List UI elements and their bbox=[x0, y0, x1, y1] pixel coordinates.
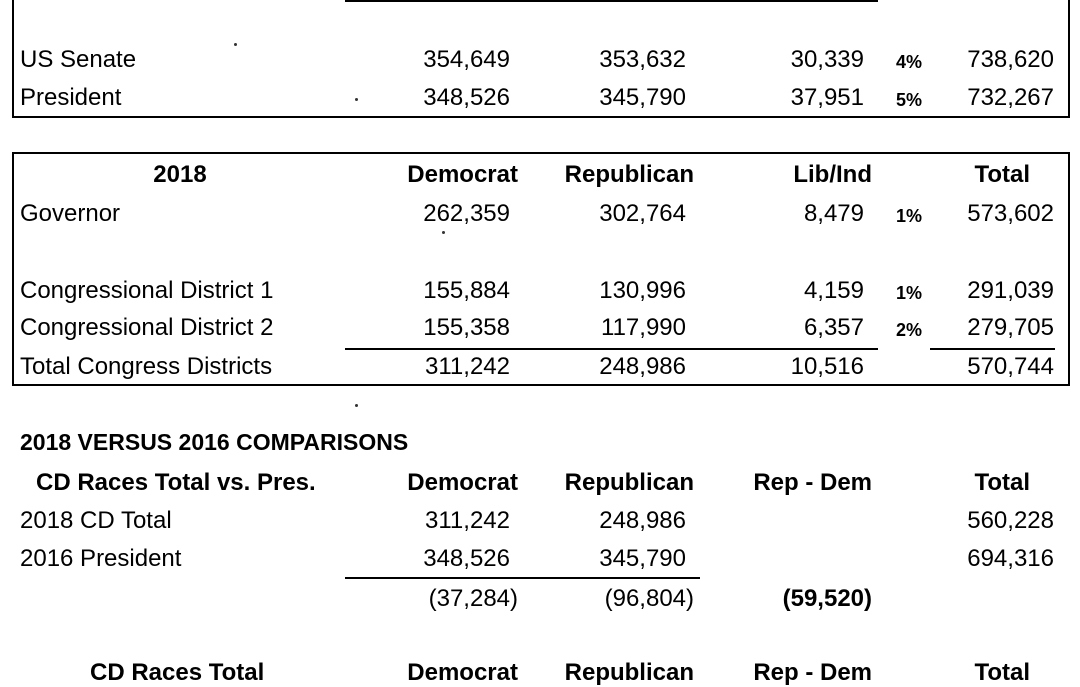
lib-value: 8,479 bbox=[803, 200, 864, 227]
diff-underline bbox=[345, 577, 700, 579]
scan-speck bbox=[355, 404, 358, 407]
scan-speck bbox=[355, 98, 358, 101]
rep-dem-header: Rep - Dem bbox=[753, 659, 872, 686]
dem-value: 155,358 bbox=[423, 314, 510, 341]
dem-value: 311,242 bbox=[425, 353, 510, 380]
row-label: President bbox=[20, 84, 122, 111]
total-header: Total bbox=[974, 161, 1030, 188]
republican-header: Republican bbox=[564, 469, 694, 496]
top-underline bbox=[345, 0, 878, 2]
comparison-title: 2018 VERSUS 2016 COMPARISONS bbox=[20, 429, 409, 455]
total-value: 570,744 bbox=[967, 353, 1054, 380]
total-value: 279,705 bbox=[967, 314, 1054, 341]
cd-races-total-header: CD Races Total bbox=[90, 659, 265, 686]
dem-value: 311,242 bbox=[425, 507, 510, 534]
rep-value: 353,632 bbox=[599, 46, 686, 73]
total-value: 738,620 bbox=[967, 46, 1054, 73]
rep-value: 248,986 bbox=[599, 507, 686, 534]
total-header: Total bbox=[974, 659, 1030, 686]
republican-header: Republican bbox=[564, 161, 694, 188]
lib-percent: 1% bbox=[896, 283, 923, 303]
rep-value: 117,990 bbox=[601, 314, 686, 341]
total-underline bbox=[930, 348, 1055, 350]
total-value: 573,602 bbox=[967, 200, 1054, 227]
row-label: Total Congress Districts bbox=[20, 353, 273, 380]
lib-value: 37,951 bbox=[790, 84, 864, 111]
lib-percent: 4% bbox=[896, 52, 923, 72]
row-label: US Senate bbox=[20, 46, 137, 73]
lib-percent: 5% bbox=[896, 90, 923, 110]
rep-value: 345,790 bbox=[599, 84, 686, 111]
lib-value: 6,357 bbox=[803, 314, 864, 341]
democrat-header: Democrat bbox=[407, 659, 518, 686]
row-label: 2016 President bbox=[20, 545, 182, 572]
lib-ind-header: Lib/Ind bbox=[793, 161, 872, 188]
lib-value: 30,339 bbox=[790, 46, 864, 73]
rep-value: 302,764 bbox=[599, 200, 686, 227]
dem-value: 354,649 bbox=[423, 46, 510, 73]
dem-value: 262,359 bbox=[423, 200, 510, 227]
sum-underline bbox=[345, 348, 878, 350]
rep-value: 130,996 bbox=[599, 277, 686, 304]
republican-header: Republican bbox=[564, 659, 694, 686]
total-value: 732,267 bbox=[967, 84, 1054, 111]
comparison-header-label: CD Races Total vs. Pres. bbox=[36, 469, 316, 496]
scan-speck bbox=[442, 231, 445, 234]
scan-speck bbox=[234, 43, 237, 46]
row-label: Congressional District 2 bbox=[20, 314, 274, 341]
lib-value: 10,516 bbox=[790, 353, 864, 380]
dem-diff-value: (37,284) bbox=[428, 585, 518, 612]
democrat-header: Democrat bbox=[407, 161, 518, 188]
dem-value: 155,884 bbox=[423, 277, 510, 304]
democrat-header: Democrat bbox=[407, 469, 518, 496]
dem-value: 348,526 bbox=[423, 84, 510, 111]
lib-percent: 2% bbox=[896, 320, 923, 340]
row-label: Congressional District 1 bbox=[20, 277, 274, 304]
lib-percent: 1% bbox=[896, 206, 923, 226]
total-header: Total bbox=[974, 469, 1030, 496]
row-label: Governor bbox=[20, 200, 121, 227]
year-header: 2018 bbox=[153, 161, 207, 188]
rep-diff-value: (96,804) bbox=[604, 585, 694, 612]
total-value: 694,316 bbox=[967, 545, 1054, 572]
dem-value: 348,526 bbox=[423, 545, 510, 572]
total-value: 291,039 bbox=[967, 277, 1054, 304]
lib-value: 4,159 bbox=[803, 277, 864, 304]
rep-minus-dem-value: (59,520) bbox=[782, 585, 872, 612]
rep-value: 248,986 bbox=[599, 353, 686, 380]
row-label: 2018 CD Total bbox=[20, 507, 172, 534]
rep-value: 345,790 bbox=[599, 545, 686, 572]
rep-dem-header: Rep - Dem bbox=[753, 469, 872, 496]
total-value: 560,228 bbox=[967, 507, 1054, 534]
